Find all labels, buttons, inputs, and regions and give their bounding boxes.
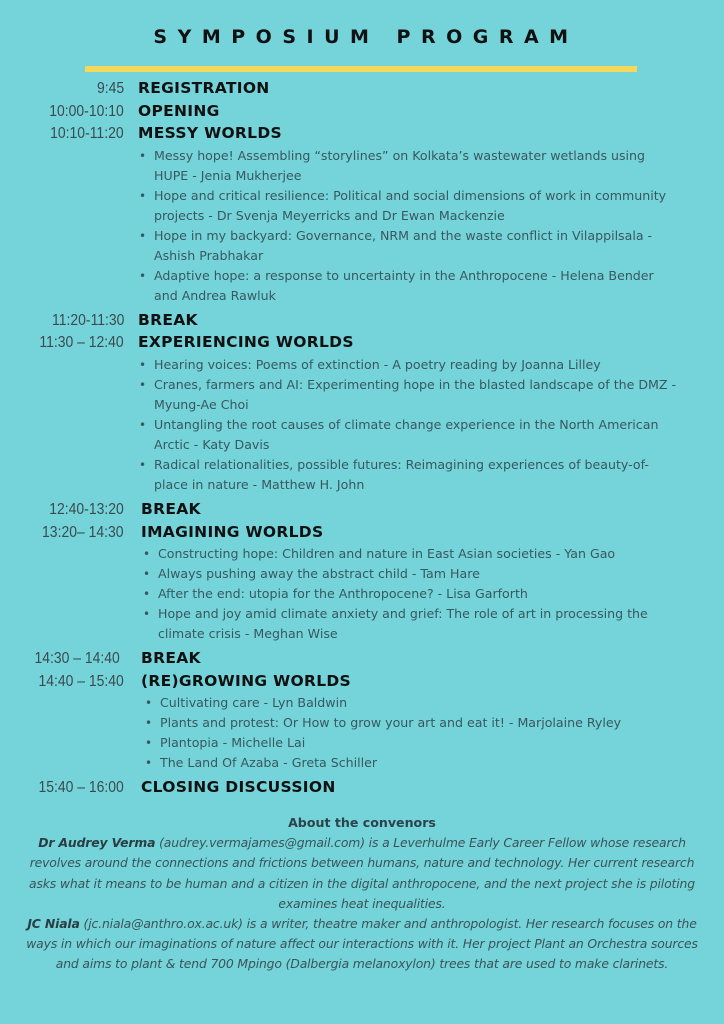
convenor-bio-text: is a Leverhulme Early Career Fellow whose research revolves around the connections and frictions between humans, nature and technology. Her current research asks what it means to be human and a citizen in the digital anthropocene, and the next project she is piloting examines heat inequalities.: [29, 835, 695, 911]
bullet-icon: •: [143, 547, 151, 562]
talk-item: [143, 693, 680, 713]
session-title: BREAK: [141, 649, 201, 668]
convenor-bio: [20, 833, 704, 914]
bullet-icon: •: [143, 587, 151, 602]
schedule-row: [0, 310, 724, 333]
bullet-icon: •: [145, 756, 153, 771]
bullet-icon: •: [139, 188, 147, 203]
talk-item: [141, 584, 680, 604]
bullet-icon: •: [143, 607, 151, 622]
talk-text: Plants and protest: Or How to grow your art and eat it! - Marjolaine Ryley: [160, 715, 622, 731]
schedule-row: [0, 777, 724, 800]
bullet-icon: •: [143, 567, 151, 582]
bullet-icon: •: [139, 228, 147, 243]
talk-text: After the end: utopia for the Anthropocene? - Lisa Garforth: [158, 586, 528, 602]
bullet-icon: •: [145, 696, 153, 711]
talk-text: Untangling the root causes of climate change experience in the North American Arctic - Katy Davis: [154, 416, 659, 452]
session-title: REGISTRATION: [138, 79, 270, 97]
talk-item: [143, 733, 680, 753]
schedule-row: [0, 522, 724, 545]
talk-item: [137, 375, 680, 415]
talk-text: Adaptive hope: a response to uncertainty in the Anthropocene - Helena Bender and Andrea Rawluk: [154, 267, 654, 303]
session-time: 15:40 – 16:00: [38, 779, 124, 797]
talk-text: Cranes, farmers and AI: Experimenting hope in the blasted landscape of the DMZ - Myung-Ae Choi: [154, 376, 677, 412]
schedule-row: [0, 332, 724, 355]
session-time: 11:20-11:30: [51, 311, 124, 329]
convenor-name: JC Niala: [27, 916, 80, 932]
talk-text: Cultivating care - Lyn Baldwin: [160, 695, 348, 711]
title-divider: [85, 66, 637, 72]
bullet-icon: •: [145, 716, 153, 731]
bullet-icon: •: [145, 736, 153, 751]
bullet-icon: •: [139, 357, 147, 372]
session-time: 13:20– 14:30: [42, 523, 124, 541]
schedule-row: [0, 101, 724, 124]
session-title: BREAK: [138, 310, 198, 329]
talk-item: [137, 415, 680, 455]
session-time: 14:30 – 14:40: [34, 650, 120, 668]
bullet-icon: •: [139, 148, 147, 163]
session-time: 14:40 – 15:40: [38, 672, 124, 690]
talk-text: Constructing hope: Children and nature in East Asian societies - Yan Gao: [158, 546, 616, 562]
session-time: 10:10-11:20: [50, 125, 124, 143]
session-time: 10:00-10:10: [49, 102, 124, 120]
talk-item: [141, 564, 680, 584]
talk-item: [141, 544, 680, 564]
talk-item: [143, 713, 680, 733]
talk-item: [137, 355, 680, 375]
schedule-row: [0, 499, 724, 522]
convenor-bio: [20, 914, 704, 975]
session-time: 9:45: [96, 80, 124, 97]
talk-item: [137, 455, 680, 495]
schedule: [0, 78, 724, 800]
schedule-row: [0, 671, 724, 694]
schedule-row: [0, 78, 724, 101]
talk-item: [143, 753, 680, 773]
session-title: OPENING: [138, 101, 220, 120]
session-title: EXPERIENCING WORLDS: [138, 333, 354, 352]
convenor-email: (jc.niala@anthro.ox.ac.uk): [83, 916, 243, 932]
page-title: SYMPOSIUM PROGRAM: [153, 26, 579, 48]
talk-text: Hope in my backyard: Governance, NRM and the waste conflict in Vilappilsala - Ashish Prabhakar: [154, 227, 653, 263]
bullet-icon: •: [139, 377, 147, 392]
session-title: MESSY WORLDS: [138, 124, 282, 143]
talk-text: Hearing voices: Poems of extinction - A poetry reading by Joanna Lilley: [154, 356, 601, 372]
talk-list: [143, 693, 680, 773]
bullet-icon: •: [139, 417, 147, 432]
session-title: CLOSING DISCUSSION: [141, 778, 336, 797]
convenor-email: (audrey.vermajames@gmail.com): [159, 835, 365, 851]
talk-list: [137, 355, 680, 495]
bullet-icon: •: [139, 268, 147, 283]
bullet-icon: •: [139, 457, 147, 472]
session-title: BREAK: [141, 499, 201, 518]
talk-item: [137, 226, 680, 266]
convenor-bio-text: is a writer, theatre maker and anthropologist. Her research focuses on the ways in which our imaginations of nature affect our interactions with it. Her project Plant an Orchestra sources and aims to plant & tend 700 Mpingo (Dalbergia melanoxylon) trees that are used to make clarinets.: [26, 916, 698, 972]
talk-list: [137, 146, 680, 306]
talk-text: Hope and joy amid climate anxiety and grief: The role of art in processing the climate crisis - Meghan Wise: [158, 606, 648, 642]
about-section: [20, 813, 704, 975]
schedule-row: [0, 648, 724, 671]
session-title: (RE)GROWING WORLDS: [141, 671, 351, 690]
talk-text: Hope and critical resilience: Political and social dimensions of work in community projects - Dr Svenja Meyerricks and Dr Ewan Mackenzie: [154, 187, 667, 223]
talk-item: [141, 604, 680, 644]
session-title: IMAGINING WORLDS: [141, 522, 324, 541]
talk-text: Radical relationalities, possible futures: Reimagining experiences of beauty-of-place in nature - Matthew H. John: [154, 456, 649, 492]
talk-item: [137, 266, 680, 306]
schedule-row: [0, 123, 724, 146]
about-heading: About the convenors: [288, 815, 436, 830]
talk-text: Messy hope! Assembling “storylines” on Kolkata’s wastewater wetlands using HUPE - Jenia Mukherjee: [154, 147, 646, 183]
talk-item: [137, 146, 680, 186]
talk-list: [141, 544, 680, 644]
talk-text: The Land Of Azaba - Greta Schiller: [160, 755, 378, 771]
talk-text: Always pushing away the abstract child - Tam Hare: [158, 566, 480, 582]
session-time: 12:40-13:20: [49, 500, 124, 518]
session-time: 11:30 – 12:40: [39, 334, 124, 352]
convenor-name: Dr Audrey Verma: [38, 835, 156, 851]
talk-item: [137, 186, 680, 226]
talk-text: Plantopia - Michelle Lai: [160, 735, 306, 751]
